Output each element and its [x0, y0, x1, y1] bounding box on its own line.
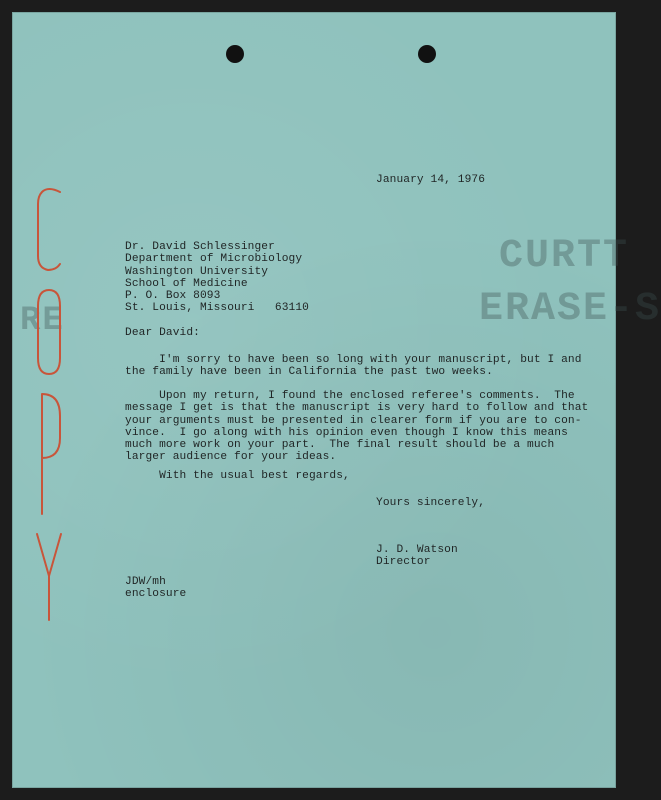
body-line: the family have been in California the past two weeks.	[125, 366, 493, 379]
copy-stamp-letter-y	[37, 534, 61, 620]
recipient-line: School of Medicine	[125, 277, 248, 290]
letter-date: January 14, 1976	[376, 174, 486, 186]
copy-stamp-letter-p	[42, 394, 60, 514]
recipient-line: Washington University	[125, 265, 269, 278]
signer-name: J. D. Watson	[376, 544, 458, 556]
reference-initials	[125, 576, 186, 601]
punch-hole-left	[226, 45, 244, 63]
salutation: Dear David:	[125, 327, 200, 339]
recipient-line: P. O. Box 8093	[125, 290, 221, 303]
typist-initials: JDW/mh	[125, 576, 166, 588]
recipient-line: Dr. David Schlessinger	[125, 241, 275, 253]
enclosure-note: enclosure	[125, 588, 187, 601]
paragraph-1	[125, 354, 582, 379]
paragraph-2	[125, 390, 588, 464]
body-line: larger audience for your ideas.	[125, 451, 337, 464]
copy-stamp-letter-o	[38, 290, 60, 374]
closing: Yours sincerely,	[376, 497, 486, 509]
paragraph-3	[125, 470, 350, 482]
body-line: I'm sorry to have been so long with your manuscript, but I and	[125, 354, 582, 366]
recipient-line: St. Louis, Missouri 63110	[125, 302, 309, 315]
recipient-line: Department of Microbiology	[125, 253, 303, 266]
ghost-stamp-line-2: ERASE-S	[479, 287, 661, 332]
body-line: message I get is that the manuscript is very hard to follow and that	[125, 402, 589, 415]
signature-block	[376, 544, 458, 569]
signer-title: Director	[376, 556, 431, 569]
body-line: your arguments must be presented in clearer form if you are to con-	[125, 414, 582, 427]
copy-stamp-letter-c	[38, 189, 60, 270]
ghost-stamp-line-1: CURTT	[499, 234, 630, 279]
body-line: much more work on your part. The final result should be a much	[125, 439, 555, 452]
body-line: vince. I go along with his opinion even though I know this means	[125, 426, 568, 439]
recipient-address	[125, 241, 309, 315]
copy-stamp	[34, 184, 64, 624]
body-line: With the usual best regards,	[125, 470, 350, 482]
punch-hole-right	[418, 45, 436, 63]
body-line: Upon my return, I found the enclosed referee's comments. The	[125, 390, 575, 402]
letter-sheet	[12, 12, 661, 788]
ghost-stamp-line-3: RE	[20, 302, 65, 340]
